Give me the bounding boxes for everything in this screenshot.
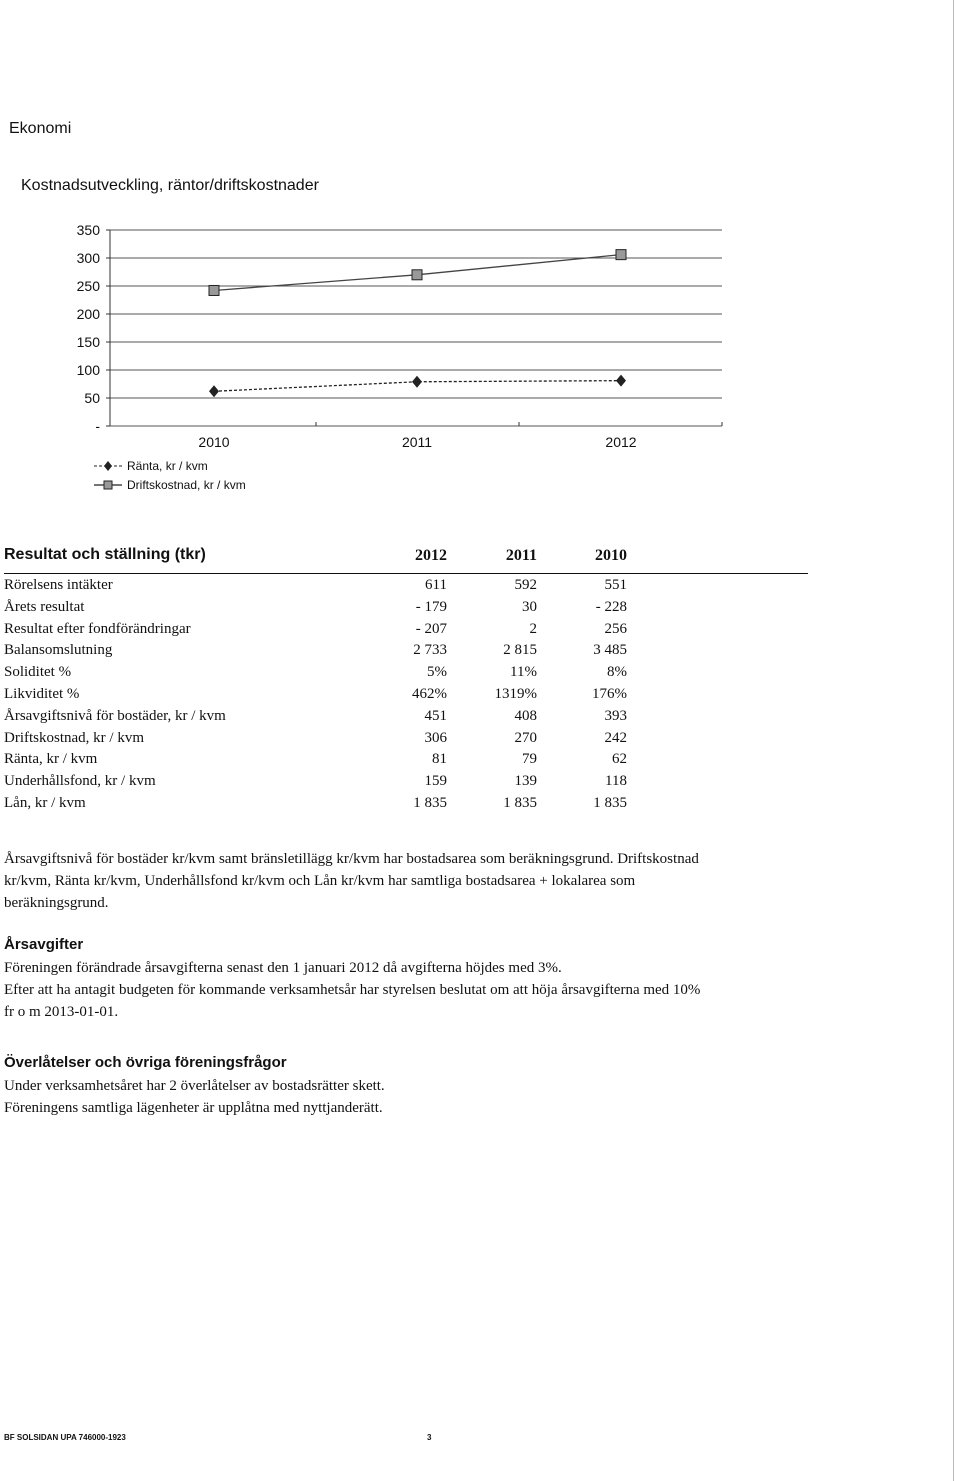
row-value-2010: 393 [604,707,627,724]
overlatelser-paragraph [4,1075,794,1119]
row-value-2011: 1319% [494,686,537,702]
row-value-2010: 551 [604,577,627,593]
note-paragraph [4,848,794,914]
x-tick-label: 2012 [605,434,637,450]
row-value-2011: 592 [514,577,537,593]
row-label: Årets resultat [4,598,85,615]
y-tick-label: 200 [76,306,100,322]
row-value-2011: 1 835 [503,795,537,811]
legend-item-ranta [93,459,208,473]
row-value-2012: 462% [412,686,447,702]
y-tick-label: 150 [76,334,100,350]
note-line: kr/kvm, Ränta kr/kvm, Underhållsfond kr/kvm och Lån kr/kvm har samtliga bostadsarea + lokalarea som [4,873,636,889]
row-value-2012: - 179 [415,598,447,615]
table-row [4,577,644,598]
footer-org: BF SOLSIDAN UPA 746000-1923 [4,1433,126,1442]
row-value-2010: - 228 [595,598,627,615]
y-tick-label: 250 [76,278,100,294]
arsavgifter-heading: Årsavgifter [4,936,84,953]
legend-item-driftskostnad [93,478,246,492]
row-label: Ränta, kr / kvm [4,751,98,768]
row-value-2011: 79 [522,751,537,768]
row-value-2011: 30 [522,598,537,615]
year-header-2012: 2012 [415,547,447,564]
row-value-2010: 3 485 [593,642,627,659]
table-divider [4,573,808,574]
year-header-2010: 2010 [595,547,627,564]
table-row [4,795,644,816]
table-row [4,730,644,751]
row-label: Likviditet % [4,686,80,702]
row-label: Rörelsens intäkter [4,577,113,593]
row-value-2012: 611 [425,577,447,593]
row-value-2011: 2 [529,620,537,637]
row-value-2011: 2 815 [503,642,537,659]
row-label: Underhållsfond, kr / kvm [4,773,156,790]
row-value-2012: 2 733 [413,642,447,659]
row-label: Soliditet % [4,664,72,681]
legend-square-marker-icon [93,479,123,491]
row-value-2012: 1 835 [413,795,447,811]
data-point-square [209,285,219,295]
y-tick-label: 100 [76,362,100,378]
row-value-2010: 62 [612,751,627,768]
row-value-2010: 118 [605,773,627,790]
table-title: Resultat och ställning (tkr) [4,546,206,563]
table-row [4,708,644,729]
row-value-2012: 81 [432,751,447,768]
footer-page-number: 3 [427,1433,432,1442]
note-line: beräkningsgrund. [4,895,109,911]
legend-label-ranta: Ränta, kr / kvm [127,459,208,473]
chart-title: Kostnadsutveckling, räntor/driftskostnader [21,177,319,194]
table-row [4,642,644,663]
year-header-2011: 2011 [505,547,537,564]
arsavgifter-line: Efter att ha antagit budgeten för kommande verksamhetsår har styrelsen beslutat om att höja årsavgifterna med 10% [4,982,701,998]
row-value-2012: 306 [424,729,447,746]
data-point-diamond [209,385,219,397]
table-row [4,664,644,685]
row-value-2012: 159 [424,773,447,790]
table-row [4,686,644,707]
row-value-2012: 5% [427,664,447,681]
row-value-2011: 139 [514,773,537,790]
row-value-2010: 8% [607,664,627,681]
row-label: Lån, kr / kvm [4,795,86,811]
table-row [4,773,644,794]
row-label: Balansomslutning [4,642,113,659]
note-line: Årsavgiftsnivå för bostäder kr/kvm samt bränsletillägg kr/kvm har bostadsarea som beräkningsgrund. Driftskostnad [4,851,699,867]
x-tick-label: 2010 [198,434,230,450]
row-value-2010: 176% [592,686,627,702]
x-tick-label: 2011 [401,434,433,450]
section-title: Ekonomi [9,120,72,137]
overlatelser-line: Föreningens samtliga lägenheter är upplåtna med nyttjanderätt. [4,1100,383,1116]
data-point-square [412,270,422,280]
row-label: Resultat efter fondförändringar [4,620,191,637]
row-value-2010: 1 835 [593,795,627,811]
y-tick-label: 50 [84,390,100,406]
data-point-diamond [616,375,626,387]
row-value-2010: 242 [604,729,627,746]
row-value-2011: 408 [514,707,537,724]
arsavgifter-line: Föreningen förändrade årsavgifterna senast den 1 januari 2012 då avgifterna höjdes med 3%. [4,960,562,976]
table-row [4,599,644,620]
legend-label-driftskostnad: Driftskostnad, kr / kvm [127,478,246,492]
row-label: Årsavgiftsnivå för bostäder, kr / kvm [4,707,226,724]
row-value-2010: 256 [604,620,627,637]
table-row [4,751,644,772]
table-row [4,621,644,642]
row-value-2011: 270 [514,729,537,746]
data-point-square [616,250,626,260]
overlatelser-line: Under verksamhetsåret har 2 överlåtelser av bostadsrätter skett. [4,1078,385,1094]
line-chart [0,210,960,460]
overlatelser-heading: Överlåtelser och övriga föreningsfrågor [4,1054,287,1071]
row-label: Driftskostnad, kr / kvm [4,729,144,746]
y-tick-label: 350 [76,222,100,238]
data-point-diamond [412,376,422,388]
row-value-2012: - 207 [415,620,447,637]
arsavgifter-line: fr o m 2013-01-01. [4,1004,119,1020]
legend-diamond-marker-icon [93,460,123,472]
row-value-2011: 11% [510,664,537,681]
table-header [4,546,806,572]
y-tick-label: - [95,418,100,434]
row-value-2012: 451 [424,707,447,724]
y-tick-label: 300 [76,250,100,266]
arsavgifter-paragraph [4,957,794,1023]
